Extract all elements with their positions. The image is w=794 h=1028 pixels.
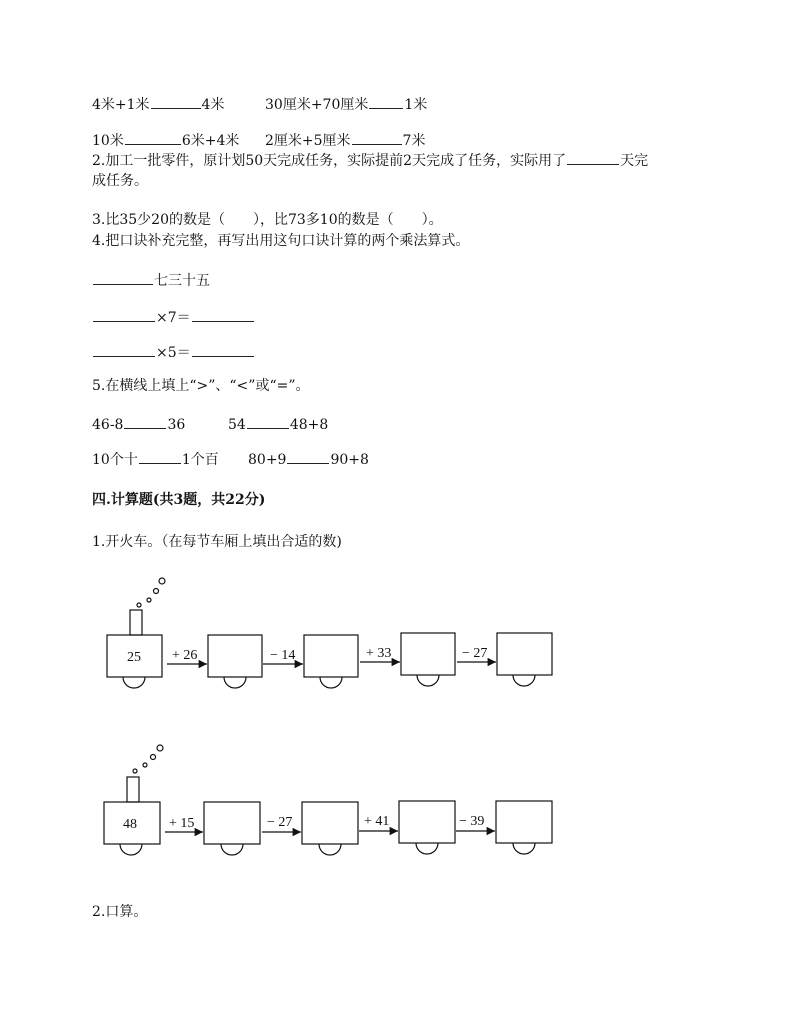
q1-row1-c: 30厘米+70厘米 (265, 97, 369, 113)
q1-row2-c: 2厘米+5厘米 (265, 133, 351, 149)
train2-start: 48 (123, 817, 137, 832)
chimney (130, 610, 142, 635)
car-box[interactable] (399, 801, 455, 843)
train1-op: − 27 (462, 646, 488, 661)
wheel (319, 844, 341, 855)
rhyme-text: 七三十五 (154, 273, 210, 289)
q1-row1-d: 1米 (404, 97, 428, 113)
smoke-puff (137, 603, 141, 607)
car-box[interactable] (401, 633, 455, 675)
calc2-text: 2.口算。 (92, 904, 148, 920)
train1-op: + 33 (366, 646, 392, 661)
smoke-puff (159, 578, 165, 584)
q5-row1-a: 46-8 (92, 417, 124, 433)
wheel (320, 677, 342, 688)
q1-row1-b: 4米 (201, 97, 225, 113)
car-box[interactable] (208, 635, 262, 677)
q2-text: 2.加工一批零件，原计划50天完成任务，实际提前2天完成了任务，实际用了 (92, 153, 567, 169)
q2-text-end: 天完 (620, 153, 649, 169)
q1-row1-a: 4米+1米 (92, 97, 150, 113)
train1-op: − 14 (270, 648, 296, 663)
eq2-text: ×5＝ (156, 345, 191, 361)
smoke-puff (151, 755, 156, 760)
eq1-text: ×7＝ (156, 310, 191, 326)
train1-start: 25 (127, 650, 141, 665)
q5-row2-d: 90+8 (330, 452, 369, 468)
q4-text: 4.把口诀补充完整，再写出用这句口诀计算的两个乘法算式。 (92, 233, 470, 249)
car-box[interactable] (496, 801, 552, 843)
train-2 (104, 745, 552, 855)
car-box[interactable] (304, 635, 358, 677)
q5-row1-b: 36 (167, 417, 186, 433)
smoke-puff (157, 745, 163, 751)
wheel (416, 843, 438, 854)
q2-text-cont: 成任务。 (92, 173, 148, 189)
smoke-puff (154, 589, 159, 594)
train1-op: + 26 (172, 648, 198, 663)
q5-row1-d: 48+8 (289, 417, 329, 433)
smoke-puff (143, 763, 147, 767)
chimney (127, 777, 139, 802)
train2-op: + 41 (364, 814, 390, 829)
q5-row2-b: 1个百 (181, 452, 219, 468)
train-1 (107, 578, 552, 688)
car-box[interactable] (302, 802, 358, 844)
wheel (221, 844, 243, 855)
q5-row1-c: 54 (228, 417, 246, 433)
wheel (224, 677, 246, 688)
wheel (123, 677, 145, 688)
train2-op: − 27 (267, 815, 293, 830)
wheel (513, 843, 535, 854)
wheel (513, 675, 535, 686)
section-title-text: 四.计算题(共3题，共22分) (92, 492, 266, 508)
q1-row2-b: 6米+4米 (181, 133, 240, 149)
smoke-puff (133, 769, 137, 773)
train2-op: + 15 (169, 816, 195, 831)
q3-text: 3.比35少20的数是（ ），比73多10的数是（ ）。 (92, 212, 443, 228)
q1-row2-d: 7米 (402, 133, 426, 149)
calc1-text: 1.开火车。（在每节车厢上填出合适的数) (92, 534, 342, 550)
q5-row2-c: 80+9 (248, 452, 287, 468)
calc2-line (92, 902, 147, 922)
q5-text: 5.在横线上填上“>”、“<”或“=”。 (92, 378, 310, 394)
car-box[interactable] (204, 802, 260, 844)
train2-op: − 39 (459, 814, 485, 829)
q5-row2-a: 10个十 (92, 452, 138, 468)
q1-row2-a: 10米 (92, 133, 124, 149)
smoke-puff (147, 598, 151, 602)
wheel (417, 675, 439, 686)
car-box[interactable] (497, 633, 552, 675)
wheel (120, 844, 142, 855)
